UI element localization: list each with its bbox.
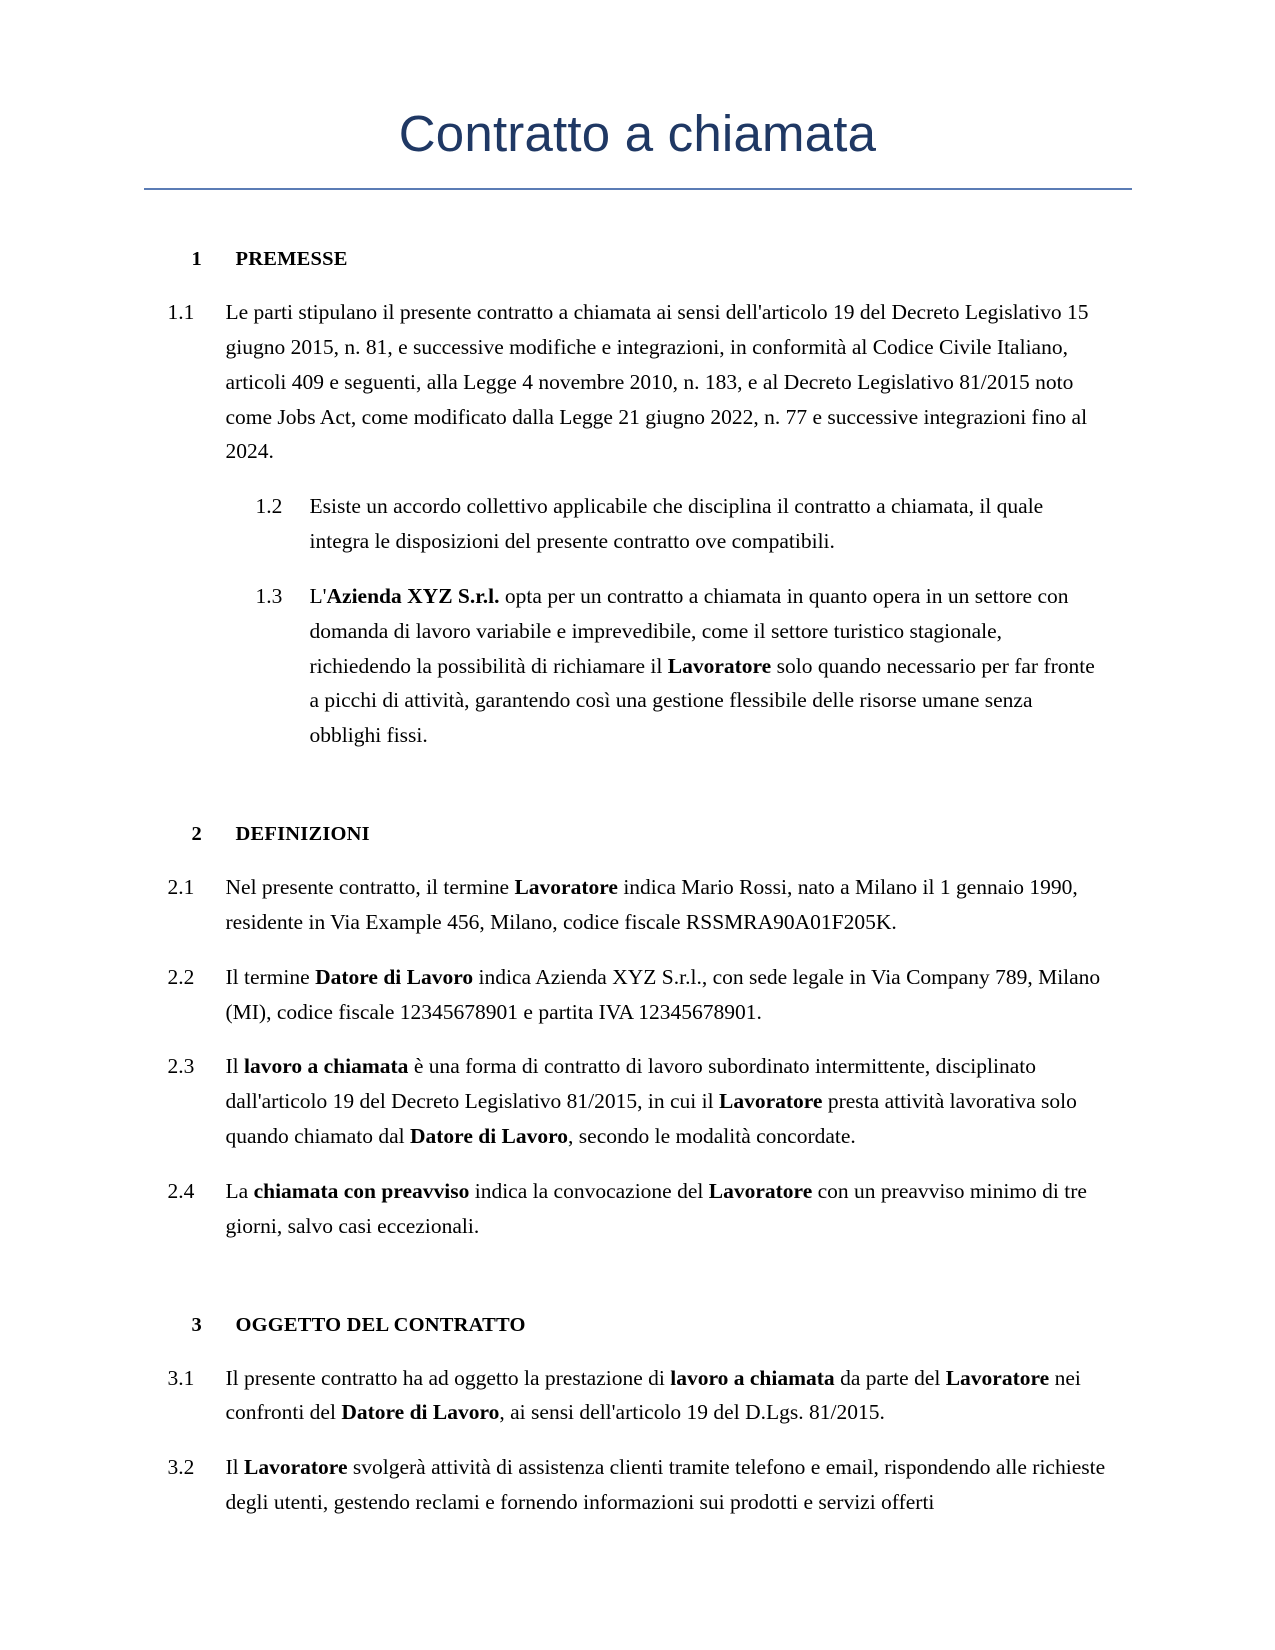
emphasis-term: Datore di Lavoro <box>409 1124 569 1149</box>
document-body <box>168 190 1108 1520</box>
emphasis-term: Lavoratore <box>718 1089 823 1114</box>
sections-container <box>168 248 1108 1520</box>
clause-number: 2.1 <box>167 875 195 900</box>
clause <box>168 295 1108 469</box>
section-number: 1 <box>191 248 202 271</box>
clause-text <box>310 489 1108 559</box>
section-title: DEFINIZIONI <box>235 823 370 846</box>
clause-number: 1.1 <box>167 300 195 325</box>
text-run: indica Azienda XYZ S.r.l., con sede legale in Via Company 789, Milano (MI), codice fiscale 12345678901 e partita IVA 12345678901. <box>225 964 1101 1024</box>
clause-number: 1.3 <box>255 583 283 608</box>
emphasis-term: Lavoratore <box>244 1455 348 1480</box>
emphasis-term: lavoro a chiamata <box>670 1365 835 1390</box>
clause <box>168 1450 1108 1520</box>
clause <box>168 1049 1108 1153</box>
clause <box>168 870 1108 940</box>
section-number: 2 <box>191 823 202 846</box>
clause-text <box>226 1049 1108 1153</box>
clause <box>168 489 1108 559</box>
text-run: Esiste un accordo collettivo applicabile che disciplina il contratto a chiamata, il quale integra le disposizioni del presente contratto ove compatibili. <box>309 494 1044 554</box>
clause-text <box>226 870 1108 940</box>
text-run: Il <box>225 1054 245 1079</box>
text-run: con un preavviso minimo di tre giorni, salvo casi eccezionali. <box>225 1178 1087 1238</box>
clause-number: 3.2 <box>167 1455 195 1480</box>
emphasis-term: Lavoratore <box>514 875 618 900</box>
clause <box>168 960 1108 1030</box>
section-heading <box>168 1314 1108 1337</box>
text-run: La <box>225 1178 254 1203</box>
section-title: PREMESSE <box>235 248 348 271</box>
text-run: , ai sensi dell'articolo 19 del D.Lgs. 81/2015. <box>499 1400 885 1425</box>
section-heading <box>168 248 1108 271</box>
section-number: 3 <box>191 1313 202 1336</box>
text-run: presta attività lavorativa solo quando chiamato dal <box>225 1089 1077 1149</box>
clause <box>168 1174 1108 1244</box>
clause-text <box>310 579 1108 753</box>
clause-text <box>226 1174 1108 1244</box>
text-run: opta per un contratto a chiamata in quanto opera in un settore con domanda di lavoro variabile e imprevedibile, come il settore turistico stagionale, richiedendo la possibilità di richiamare il <box>309 583 1069 678</box>
text-run: Il termine <box>225 964 316 989</box>
clause-text <box>226 1450 1108 1520</box>
text-run: svolgerà attività di assistenza clienti tramite telefono e email, rispondendo alle richieste degli utenti, gestendo reclami e fornendo informazioni sui prodotti e servizi offerti <box>225 1455 1106 1514</box>
clause-text <box>226 1361 1108 1431</box>
clause-number: 1.2 <box>255 494 283 519</box>
emphasis-term: Lavoratore <box>667 653 772 678</box>
page-title: Contratto a chiamata <box>398 105 877 162</box>
clause <box>168 579 1108 753</box>
text-run: è una forma di contratto di lavoro subordinato intermittente, disciplinato dall'articolo 19 del Decreto Legislativo 81/2015, in cui il <box>225 1054 1036 1114</box>
emphasis-term: Azienda XYZ S.r.l. <box>326 583 500 608</box>
text-run: Il presente contratto ha ad oggetto la prestazione di <box>225 1365 671 1390</box>
clause-number: 3.1 <box>167 1365 195 1390</box>
clause-text <box>226 960 1108 1030</box>
text-run: L' <box>309 583 327 608</box>
text-run: indica la convocazione del <box>469 1178 709 1203</box>
clause-number: 2.2 <box>167 964 195 989</box>
text-run: Nel presente contratto, il termine <box>225 875 515 900</box>
text-run: indica Mario Rossi, nato a Milano il 1 gennaio 1990, residente in Via Example 456, Milano, codice fiscale RSSMRA90A01F205K. <box>225 875 1078 934</box>
emphasis-term: Lavoratore <box>708 1178 813 1203</box>
clause <box>168 1361 1108 1431</box>
text-run: solo quando necessario per far fronte a picchi di attività, garantendo così una gestione flessibile delle risorse umane senza obblighi fissi. <box>309 653 1095 748</box>
emphasis-term: lavoro a chiamata <box>244 1054 409 1079</box>
text-run: da parte del <box>834 1365 946 1390</box>
emphasis-term: Datore di Lavoro <box>341 1400 500 1425</box>
text-run: nei confronti del <box>225 1365 1081 1425</box>
section-heading <box>168 823 1108 846</box>
clause-text <box>226 295 1108 469</box>
clause-number: 2.3 <box>167 1054 195 1079</box>
clause-number: 2.4 <box>167 1178 195 1203</box>
section-title: OGGETTO DEL CONTRATTO <box>235 1313 526 1336</box>
text-run: Le parti stipulano il presente contratto a chiamata ai sensi dell'articolo 19 del Decreto Legislativo 15 giugno 2015, n. 81, e successive modifiche e integrazioni, in conformità al Codice Civile Italiano, articoli 409 e seguenti, alla Legge 4 novembre 2010, n. 183, e al Decreto Legislativo 81/2015 noto come Jobs Act, come modificato dalla Legge 21 giugno 2022, n. 77 e successive integrazioni fino al 2024. <box>225 300 1089 464</box>
text-run: Il <box>225 1455 245 1480</box>
emphasis-term: chiamata con preavviso <box>253 1178 470 1203</box>
emphasis-term: Lavoratore <box>945 1365 1050 1390</box>
emphasis-term: Datore di Lavoro <box>315 964 474 989</box>
text-run: , secondo le modalità concordate. <box>568 1124 856 1149</box>
